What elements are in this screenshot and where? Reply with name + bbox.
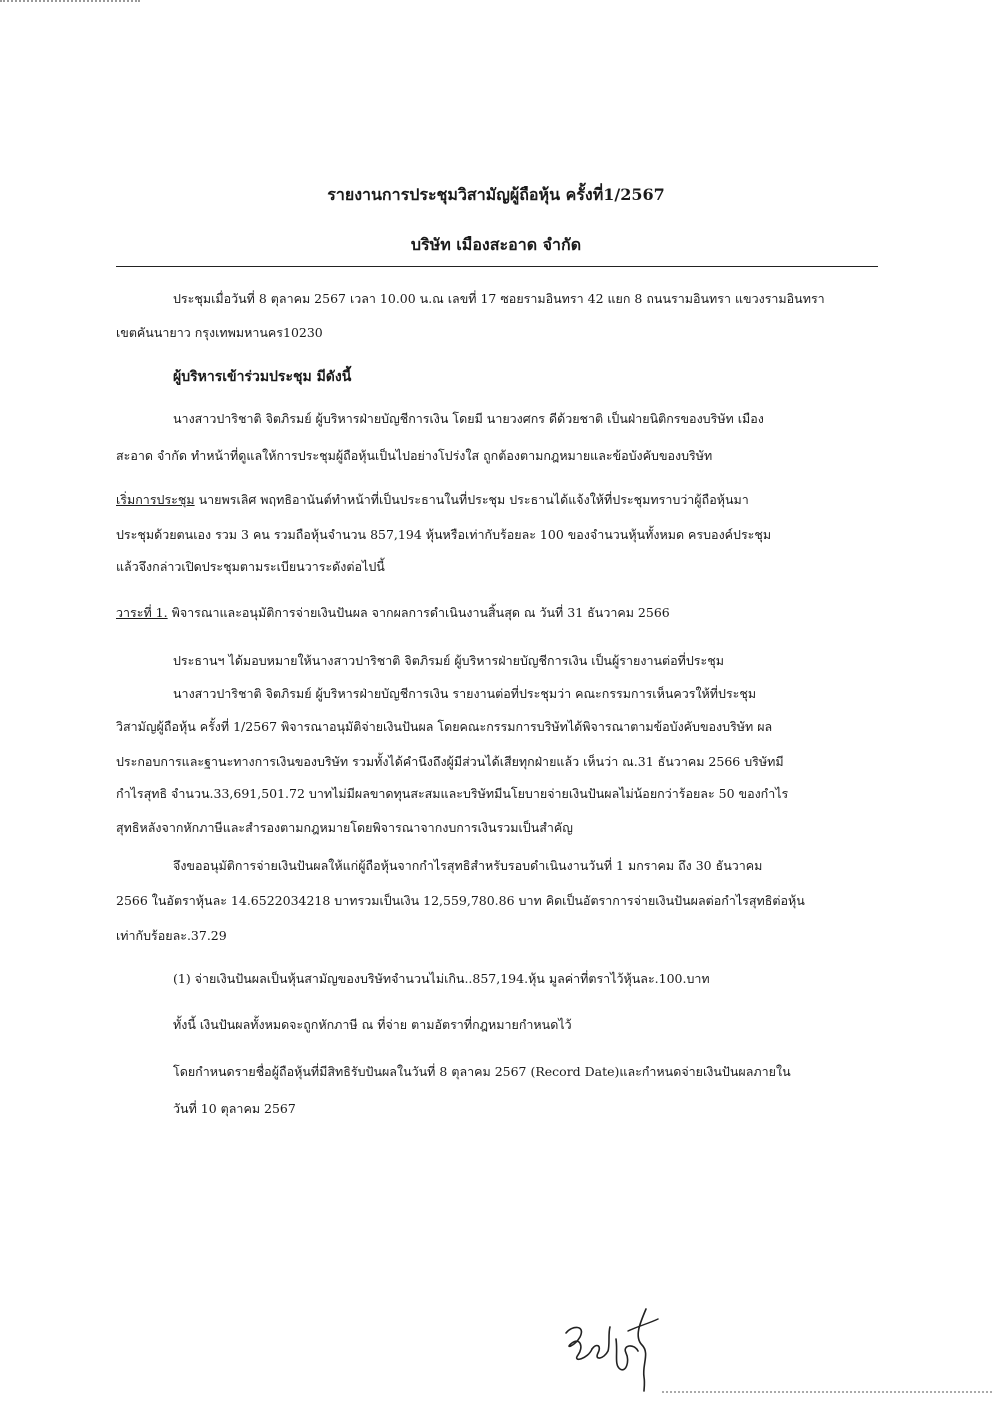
executives-line: สะอาด จำกัด ทำหน้าที่ดูแลให้การประชุมผู้ถือหุ้นเป็นไปอย่างโปร่งใส ถูกต้องตามกฎหมายและข้อบังคับของบริษัท bbox=[116, 448, 713, 463]
agenda-body-line: นางสาวปาริชาติ จิตภิรมย์ ผู้บริหารฝ่ายบัญชีการเงิน รายงานต่อที่ประชุมว่า คณะกรรมการเห็นควรให้ที่ประชุม bbox=[173, 686, 757, 701]
agenda-title: พิจารณาและอนุมัติการจ่ายเงินปันผล จากผลการดำเนินงานสิ้นสุด ณ วันที่ 31 ธันวาคม 2566 bbox=[167, 605, 670, 620]
intro-line: เขตคันนายาว กรุงเทพมหานคร10230 bbox=[116, 325, 323, 340]
intro-line: ประชุมเมื่อวันที่ 8 ตุลาคม 2567 เวลา 10.00 น.ณ เลขที่ 17 ซอยรามอินทรา 42 แยก 8 ถนนรามอินทรา แขวงรามอินทรา bbox=[173, 291, 825, 306]
agenda-body-line: สุทธิหลังจากหักภาษีและสำรองตามกฎหมายโดยพิจารณาจากงบการเงินรวมเป็นสำคัญ bbox=[116, 820, 573, 835]
opening-line bbox=[116, 492, 749, 508]
agenda-line bbox=[116, 605, 670, 621]
opening-label: เริ่มการประชุม bbox=[116, 492, 195, 507]
opening-line: ประชุมด้วยตนเอง รวม 3 คน รวมถือหุ้นจำนวน 857,194 หุ้นหรือเท่ากับร้อยละ 100 ของจำนวนหุ้นทั้งหมด ครบองค์ประชุม bbox=[116, 527, 772, 542]
agenda-body-line: วิสามัญผู้ถือหุ้น ครั้งที่ 1/2567 พิจารณาอนุมัติจ่ายเงินปันผล โดยคณะกรรมการบริษัทได้พิจารณาตามข้อบังคับของบริษัท ผล bbox=[116, 719, 773, 734]
agenda-body-line: ประกอบการและฐานะทางการเงินของบริษัท รวมทั้งได้คำนึงถึงผู้มีส่วนได้เสียทุกฝ่ายแล้ว เห็นว่า ณ.31 ธันวาคม 2566 บริษัทมี bbox=[116, 754, 784, 769]
tax-note: ทั้งนี้ เงินปันผลทั้งหมดจะถูกหักภาษี ณ ที่จ่าย ตามอัตราที่กฎหมายกำหนดไว้ bbox=[173, 1017, 572, 1032]
dividend-item-1: (1) จ่ายเงินปันผลเป็นหุ้นสามัญของบริษัทจำนวนไม่เกิน..857,194.หุ้น มูลค่าที่ตราไว้หุ้นละ.100.บาท bbox=[173, 971, 710, 986]
agenda-label: วาระที่ 1. bbox=[116, 605, 168, 620]
header-divider bbox=[116, 266, 878, 267]
scan-edge-top bbox=[0, 0, 140, 6]
record-date-line: วันที่ 10 ตุลาคม 2567 bbox=[173, 1101, 296, 1116]
executives-heading: ผู้บริหารเข้าร่วมประชุม มีดังนี้ bbox=[173, 369, 352, 385]
scan-edge-bottom bbox=[662, 1391, 992, 1395]
company-name: บริษัท เมืองสะอาด จำกัด bbox=[410, 235, 582, 254]
opening-text: นายพรเลิศ พฤทธิอานันต์ทำหน้าที่เป็นประธานในที่ประชุม ประธานได้แจ้งให้ที่ประชุมทราบว่าผู้ถือหุ้นมา bbox=[194, 492, 749, 507]
approval-line: เท่ากับร้อยละ.37.29 bbox=[116, 928, 227, 943]
approval-line: 2566 ในอัตราหุ้นละ 14.6522034218 บาทรวมเป็นเงิน 12,559,780.86 บาท คิดเป็นอัตราการจ่ายเงินปันผลต่อกำไรสุทธิต่อหุ้น bbox=[116, 893, 805, 908]
document-title: รายงานการประชุมวิสามัญผู้ถือหุ้น ครั้งที่1/2567 bbox=[327, 185, 665, 204]
agenda-body-line: ประธานฯ ได้มอบหมายให้นางสาวปาริชาติ จิตภิรมย์ ผู้บริหารฝ่ายบัญชีการเงิน เป็นผู้รายงานต่อที่ประชุม bbox=[173, 653, 724, 668]
opening-line: แล้วจึงกล่าวเปิดประชุมตามระเบียนวาระดังต่อไปนี้ bbox=[116, 559, 385, 574]
record-date-line: โดยกำหนดรายชื่อผู้ถือหุ้นที่มีสิทธิรับปันผลในวันที่ 8 ตุลาคม 2567 (Record Date)และกำหนดจ่ายเงินปันผลภายใน bbox=[173, 1064, 791, 1079]
agenda-body-line: กำไรสุทธิ จำนวน.33,691,501.72 บาทไม่มีผลขาดทุนสะสมและบริษัทมีนโยบายจ่ายเงินปันผลไม่น้อยกว่าร้อยละ 50 ของกำไร bbox=[116, 786, 789, 801]
handwritten-signature bbox=[558, 1303, 668, 1393]
executives-line: นางสาวปาริชาติ จิตภิรมย์ ผู้บริหารฝ่ายบัญชีการเงิน โดยมี นายวงศกร ดีด้วยชาติ เป็นฝ่ายนิติกรของบริษัท เมือง bbox=[173, 411, 764, 426]
approval-line: จึงขออนุมัติการจ่ายเงินปันผลให้แก่ผู้ถือหุ้นจากกำไรสุทธิสำหรับรอบดำเนินงานวันที่ 1 มกราคม ถึง 30 ธันวาคม bbox=[173, 858, 763, 873]
